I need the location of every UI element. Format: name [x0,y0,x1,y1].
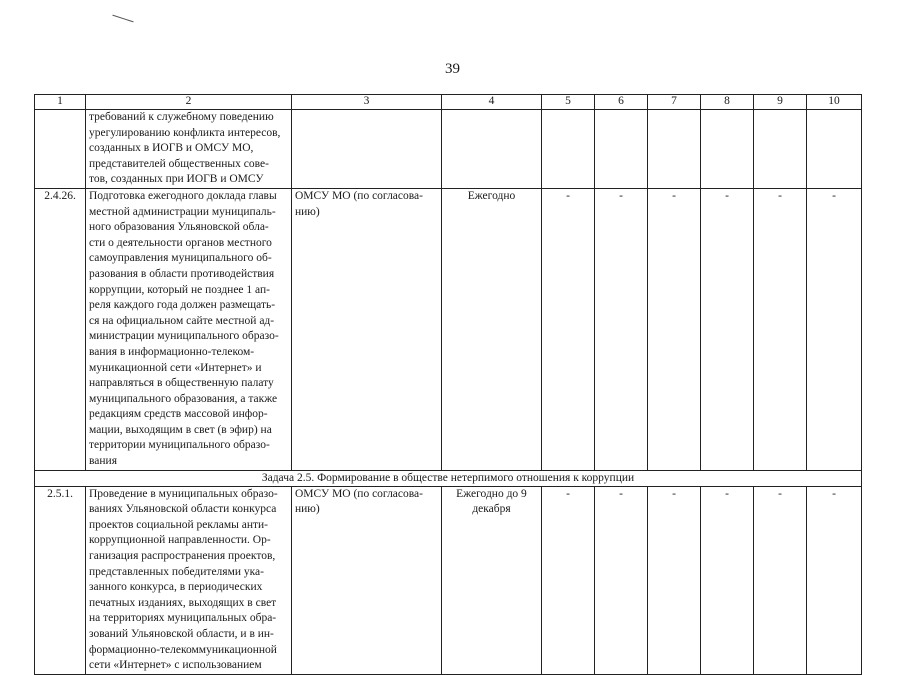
item-number [35,110,86,189]
table-row [35,110,862,189]
item-col9 [754,110,807,189]
item-number: 2.5.1. [35,486,86,674]
item-term: Ежегодно до 9 декабря [442,486,542,674]
scan-artifact-mark [112,15,133,23]
item-col8 [701,110,754,189]
item-col10: - [807,486,862,674]
item-col6 [595,110,648,189]
item-executor [292,110,442,189]
table-row [35,188,862,470]
item-col7: - [648,486,701,674]
item-description: Подготовка ежегодного доклада главы местной администрации муниципаль- ного образования Ульяновской обла- сти о деятельности органов местного самоуправления муниципального об- разования в области противодействия коррупции, который не позднее 1 ап- реля каждого года должен размещать- ся на официальном сайте местной ад- министрации муниципального образо- вания в информационно-телеком- муникационной сети «Интернет» и направляться в общественную палату муниципального образования, а также редакциям средств массовой инфор- мации, выходящим в свет (в эфир) на территории муниципального образо- вания [86,188,292,470]
column-number: 5 [542,95,595,110]
page-number: 39 [445,61,460,77]
plan-table [34,94,862,675]
item-number: 2.4.26. [35,188,86,470]
item-col7: - [648,188,701,470]
column-number: 7 [648,95,701,110]
item-col10: - [807,188,862,470]
item-col5: - [542,188,595,470]
item-col5 [542,110,595,189]
table-row [35,486,862,674]
item-col10 [807,110,862,189]
item-col6: - [595,188,648,470]
item-col7 [648,110,701,189]
item-col8: - [701,188,754,470]
item-col6: - [595,486,648,674]
item-executor: ОМСУ МО (по согласова- нию) [292,188,442,470]
column-number: 2 [86,95,292,110]
item-description: Проведение в муниципальных образо- ваниях Ульяновской области конкурса проектов социальной рекламы анти- коррупционной направленности. Ор- ганизация распространения проектов, представленных победителями ука- занного конкурса, в периодических печатных изданиях, выходящих в свет на территориях муниципальных обра- зований Ульяновской области, и в ин- формационно-телекоммуникационной сети «Интернет» с использованием [86,486,292,674]
item-description: требований к служебному поведению урегулированию конфликта интересов, созданных в ИОГВ и ОМСУ МО, представителей общественных сове- тов, созданных при ИОГВ и ОМСУ [86,110,292,189]
item-col9: - [754,188,807,470]
column-number: 8 [701,95,754,110]
column-number: 9 [754,95,807,110]
item-term [442,110,542,189]
column-number: 4 [442,95,542,110]
column-number: 3 [292,95,442,110]
task-heading-row [35,470,862,486]
item-col9: - [754,486,807,674]
column-number: 10 [807,95,862,110]
column-number: 6 [595,95,648,110]
item-col5: - [542,486,595,674]
item-col8: - [701,486,754,674]
task-heading: Задача 2.5. Формирование в обществе нетерпимого отношения к коррупции [35,470,862,486]
column-number: 1 [35,95,86,110]
column-number-row [35,95,862,110]
item-term: Ежегодно [442,188,542,470]
item-executor: ОМСУ МО (по согласова- нию) [292,486,442,674]
